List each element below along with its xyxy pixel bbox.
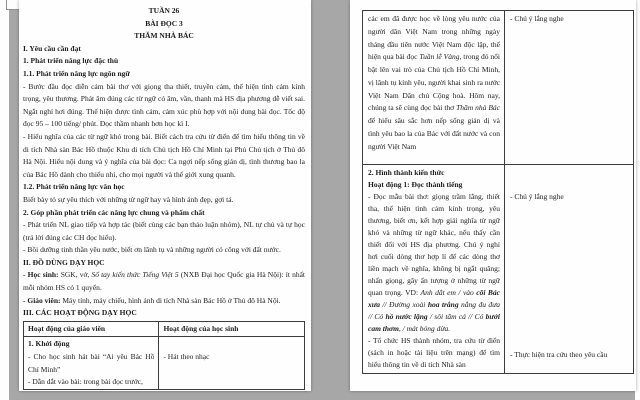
heading-activities: III. CÁC HOẠT ĐỘNG DẠY HỌC <box>23 308 137 318</box>
student-book-title: Sổ tay kiến thức Tiếng Việt 5 <box>91 270 179 280</box>
paragraph-general-2: - Bồi dưỡng tinh thần yêu nước, biết ơn lãnh tụ và những người có công với đất nước. <box>23 245 281 255</box>
heading-general-capability: 2. Góp phần phát triển các năng lực chung và phẩm chất <box>23 207 205 217</box>
student-response-listen-1: - Chú ý lắng nghe <box>510 14 564 23</box>
heading-requirements: I. Yêu cầu cần đạt <box>23 43 81 53</box>
warmup-line-2: - Dẫn dắt vào bài: trong bài đọc trước, <box>28 377 143 387</box>
intro-text-3: để hiểu sâu sắc hơn nếp sống giản dị và tình yêu bao la của Bác với đất nước và con người Việt Nam <box>368 116 500 151</box>
warmup-line-1: - Cho học sinh hát bài “Ai yêu Bác Hồ Chí Minh” <box>28 352 155 374</box>
student-label: - Học sinh: <box>23 270 59 280</box>
activities-table-row-warmup <box>24 337 305 390</box>
table-row-knowledge <box>363 164 633 373</box>
heading-language: 1.1. Phát triển năng lực ngôn ngữ <box>23 68 130 78</box>
cell-student-warmup <box>159 337 305 390</box>
cell-student-intro <box>505 11 633 164</box>
poem-seg-3: nắng đu đưa // Có <box>368 300 500 321</box>
heading-equipment: II. ĐỒ DÙNG DẠY HỌC <box>23 257 105 267</box>
intro-text-1: các em đã được học về lòng yêu nước của người dân Việt Nam trong những ngày tháng đầu tiên nước Việt Nam độc lập, thể hiện qua bài đọc <box>368 14 500 62</box>
intro-title-tuan-le-vang: Tuần lễ Vàng <box>419 52 460 62</box>
knowledge-heading: 2. Hình thành kiến thức <box>368 168 445 177</box>
group-research-paragraph: - Tổ chức HS thành nhóm, tra cứu từ điển (sách in hoặc tài liệu trên mạng) để tìm hiểu thông tin về di tích Nhà sàn <box>368 336 500 369</box>
poem-bold-1: cõi Bác xưa <box>368 288 500 309</box>
paragraph-general-1: - Phát triển NL giao tiếp và hợp tác (biết cùng các bạn thảo luận nhóm), NL tự chủ và tự học (trả lời đúng các CH đọc hiểu). <box>23 220 305 242</box>
doc-title-name: THĂM NHÀ BÁC <box>134 31 194 41</box>
paragraph-teacher-materials <box>23 295 305 308</box>
adjacent-page-edge-left <box>0 0 9 400</box>
poem-bold-4: bưởi cam thơm <box>368 312 500 333</box>
poem-seg-5: , / mát bóng dừa. <box>398 324 451 333</box>
student-response-listen-2: - Chú ý lắng nghe <box>510 192 564 201</box>
paragraph-student-materials <box>23 269 305 294</box>
poem-seg-2: // Đường xoài <box>380 300 428 309</box>
intro-text-2: , trong đó nổi bật lên vai trò của Chủ tịch Hồ Chí Minh, vị lãnh tụ kính yêu, người khai sinh ra nước Việt Nam Dân chủ Cộng hoà. Hôm nay, chúng ta sẽ cùng đọc bài thơ <box>368 52 500 113</box>
warmup-heading: 1. Khởi động <box>28 339 70 349</box>
poem-bold-2: hoa trắng <box>427 300 459 309</box>
intro-paragraph <box>368 13 500 153</box>
paragraph-reading-skills: - Bước đầu đọc diễn cảm bài thơ với giọng tha thiết, truyền cảm, thể hiện tình cảm kính trọng, yêu thương. Phát âm đúng các từ ngữ có âm, vần, thanh mà HS địa phương dễ viết sai. Ngắt nghỉ hơi đúng. Thể hiện được tình cảm, cảm xúc phù hợp với nội dung bài đọc. Tốc độ đọc 95 – 100 tiếng/ phút. Đọc thầm nhanh hơn học kì I. <box>23 81 305 129</box>
model-reading-paragraph <box>368 191 500 335</box>
student-tail: (NXB Đại học Quốc gia Hà Nội): ít nhất mỗi nhóm HS có 1 quyển. <box>23 270 305 293</box>
document-page-1[interactable] <box>19 0 311 391</box>
poem-seg-1: Anh dắt em / vào <box>420 288 477 297</box>
col-header-teacher: Hoạt động của giáo viên <box>24 321 159 337</box>
col-header-student: Hoạt động của học sinh <box>159 321 305 337</box>
heading-capability: 1. Phát triển năng lực đặc thù <box>23 56 119 66</box>
cell-teacher-warmup <box>24 337 159 390</box>
table-row-intro <box>363 11 633 164</box>
doc-title-week: TUẦN 26 <box>148 6 180 15</box>
model-reading-text: - Đọc mẫu bài thơ: giọng trầm lắng, thiết tha, thể hiện tình cảm kính trọng, yêu thương, biết ơn, kết hợp giải nghĩa từ ngữ khó và những từ ngữ khác, nếu thấy cần thiết đối với HS địa phương. Chú ý nghỉ hơi cuối dòng thơ hợp lí để các dòng thơ liền mạch về nghĩa, không bị ngắt quãng; nhấn giọng, gây ấn tượng ở những từ ngữ quan trọng. VD: <box>368 192 500 297</box>
poem-seg-4: / sôi tăm cá // Có <box>427 312 486 321</box>
heading-literature: 1.2. Phát triển năng lực văn học <box>23 182 125 192</box>
poem-bold-3: hồ nước lặng <box>385 312 428 321</box>
student-mid: SGK, vở, <box>58 270 92 280</box>
teacher-tail: Máy tính, máy chiếu, hình ảnh di tích Nhà sàn Bác Hồ ở Thủ đô Hà Nội. <box>60 295 281 305</box>
cell-teacher-knowledge <box>363 165 505 373</box>
activities-table-continued <box>362 10 634 374</box>
activity1-heading: Hoạt động 1: Đọc thành tiếng <box>368 180 463 189</box>
student-response-research: - Thực hiện tra cứu theo yêu cầu <box>510 350 608 359</box>
paragraph-literature: Biết bày tỏ sự yêu thích với những từ ngữ hay và hình ảnh đẹp, gợi tả. <box>23 194 234 204</box>
intro-title-tham-nha-bac: Thăm nhà Bác <box>456 103 501 113</box>
paragraph-word-meaning: - Hiểu nghĩa của các từ ngữ khó trong bài. Biết cách tra cứu từ điển để tìm hiểu thông tin về di tích Nhà sàn Bác Hồ thuộc Khu di tích Chủ tịch Hồ Chí Minh tại Phủ Chủ tịch ở Thủ đô Hà Nội. Hiểu nội dung và ý nghĩa của bài đọc: Ca ngợi nếp sống giản dị, tình thương bao la của Bác Hồ dành cho thiếu nhi, cho mọi người và thế giới xung quanh. <box>23 131 305 179</box>
activities-table-header-row <box>24 321 305 337</box>
teacher-label: - Giáo viên: <box>23 295 61 305</box>
doc-title-lesson: BÀI ĐỌC 3 <box>145 18 183 28</box>
cell-student-knowledge <box>505 165 633 373</box>
document-page-2[interactable] <box>350 0 636 391</box>
activities-table <box>23 321 305 391</box>
student-response-sing: - Hát theo nhạc <box>163 352 210 362</box>
cell-teacher-intro <box>363 11 505 164</box>
